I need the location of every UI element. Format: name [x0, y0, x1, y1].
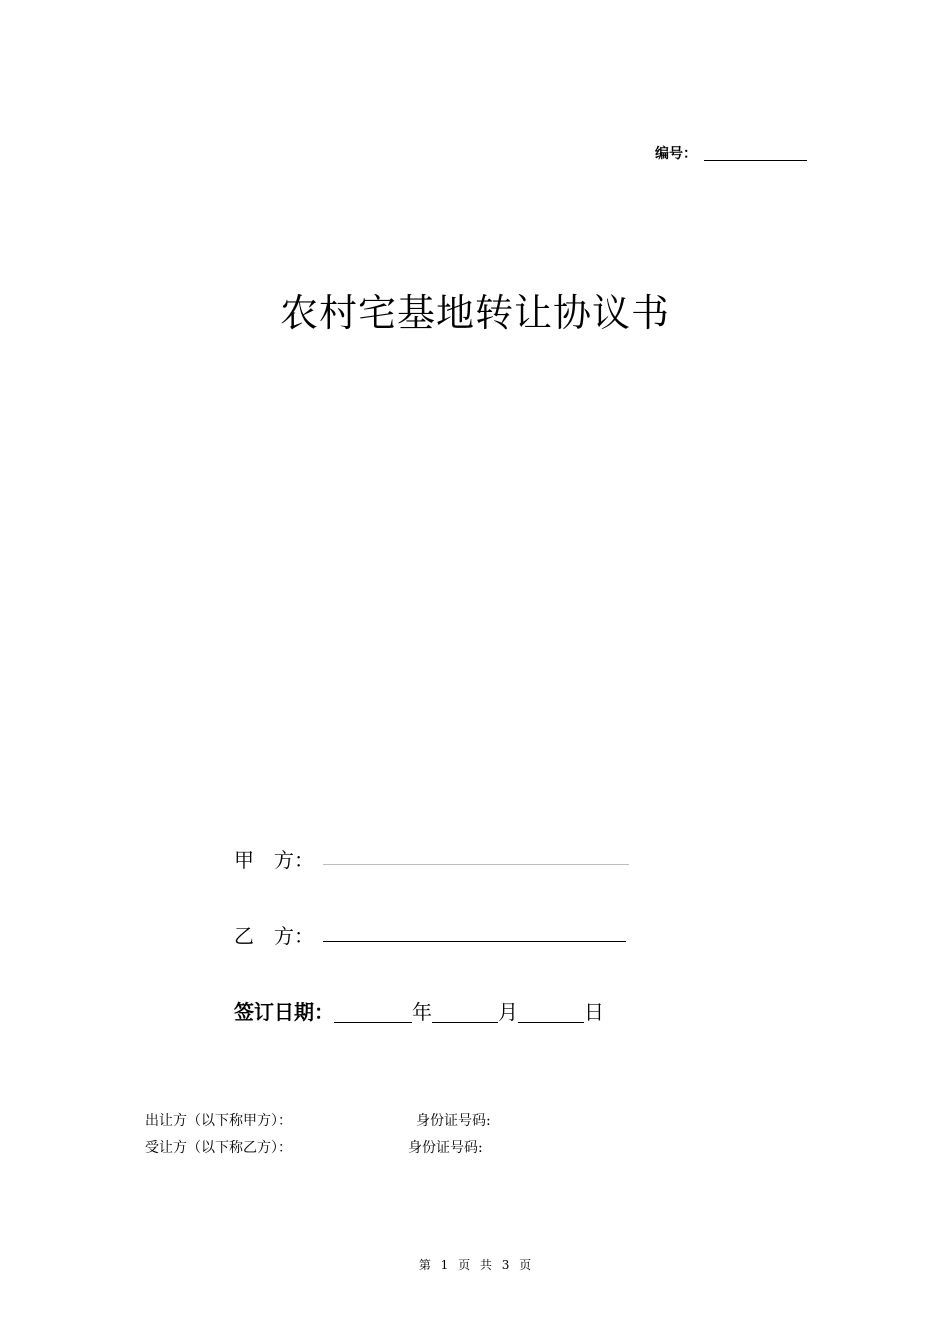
transferor-id-label: 身份证号码: [416, 1113, 491, 1129]
page-indicator: 第 1 页 共 3 页 [418, 1258, 532, 1272]
party-a-blank [323, 864, 629, 865]
serial-number-blank [704, 160, 807, 161]
month-unit: 月 [498, 1000, 518, 1024]
day-blank [518, 1000, 584, 1023]
party-a-label: 甲 方： [234, 848, 314, 872]
year-unit: 年 [412, 1000, 432, 1024]
transferee-label: 受让方（以下称乙方）： [145, 1140, 292, 1156]
serial-number-label: 编号： [655, 146, 697, 162]
party-b-blank [323, 941, 626, 942]
signing-date-label: 签订日期： [234, 1000, 334, 1024]
transferor-label: 出让方（以下称甲方）： [145, 1113, 292, 1129]
year-blank [334, 1000, 412, 1023]
signing-date-row [234, 996, 604, 1025]
day-unit: 日 [584, 1000, 604, 1024]
transferee-id-label: 身份证号码: [408, 1140, 483, 1156]
month-blank [432, 1000, 498, 1023]
document-title: 农村宅基地转让协议书 [279, 291, 670, 335]
party-b-label: 乙 方： [234, 924, 314, 948]
